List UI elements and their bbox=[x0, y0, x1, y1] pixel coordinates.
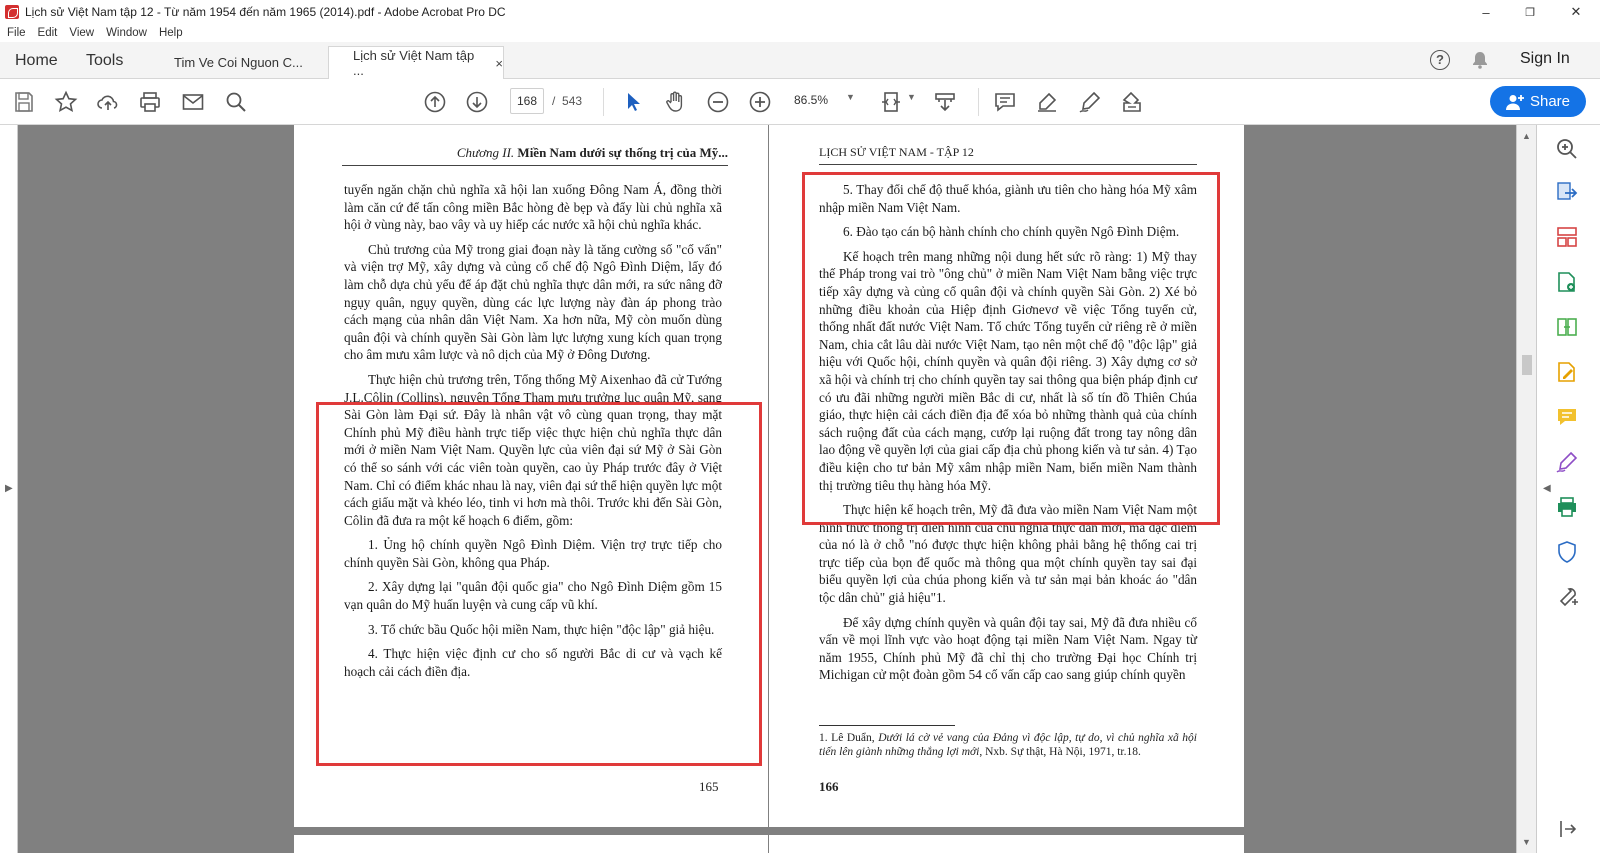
running-head: LỊCH SỬ VIỆT NAM - TẬP 12 bbox=[819, 145, 1197, 165]
close-tab-icon[interactable]: × bbox=[495, 55, 503, 71]
footnote-rule bbox=[819, 725, 955, 726]
organize-pages-icon[interactable] bbox=[1555, 225, 1579, 249]
select-cursor-icon[interactable] bbox=[620, 89, 646, 115]
current-page-input[interactable]: 168 bbox=[510, 88, 544, 114]
tab-document-1-label: Tim Ve Coi Nguon C... bbox=[174, 55, 303, 70]
combine-files-icon[interactable] bbox=[1555, 315, 1579, 339]
tab-home[interactable]: Home bbox=[15, 51, 58, 69]
help-icon[interactable]: ? bbox=[1430, 50, 1450, 70]
zoom-search-icon[interactable] bbox=[1555, 137, 1579, 161]
running-head-chapter: Chương II. bbox=[456, 145, 515, 160]
paragraph: Thực hiện chủ trương trên, Tổng thống Mỹ Aixenhao đã cử Tướng J.L.Côlin (Collins), nguyên Tổng Tham mưu trưởng lục quân Mỹ, sang Sài Gòn làm Đại sứ. Đây là nhân vật vô cùng quan trọng, thay mặt Chính phủ Mỹ điều hành trực tiếp việc thực hiện chủ nghĩa thực dân mới ở miền Nam Việt Nam. Quyền lực của viên đại sứ Mỹ ở Sài Gòn có thể so sánh với các viên toàn quyền, cao ủy Pháp trước đây ở Việt Nam. Chỉ có điểm khác nhau là nay, viên đại sứ thể hiện quyền lực một cách giấu mặt và khéo léo, tinh vi hơn mà thôi. Trước khi đến Sài Gòn, Côlin đã đưa ra một kế hoạch 6 điểm, gồm: bbox=[344, 371, 722, 528]
notification-bell-icon[interactable] bbox=[1472, 51, 1488, 69]
tab-document-1[interactable] bbox=[150, 46, 328, 79]
vertical-scrollbar[interactable] bbox=[1516, 125, 1536, 853]
paragraph: 3. Tổ chức bầu Quốc hội miền Nam, thực hiện "độc lập" giả hiệu. bbox=[368, 621, 715, 637]
sign-in-link[interactable]: Sign In bbox=[1520, 50, 1570, 67]
comment-icon[interactable] bbox=[992, 89, 1018, 115]
paragraph: Kế hoạch trên mang những nội dung hết sức rõ ràng: 1) Mỹ thay thế Pháp trong vai trò "ông chủ" ở miền Nam Việt Nam bằng việc trực tiếp xây dựng và củng cố quân đội và chính quyền Sài Gòn. 2) Xé bỏ những điều khoản của Hiệp định Giơnevơ về việc Tổng tuyển cử, thống nhất đất nước Việt Nam. Tổ chức Tổng tuyển cử riêng rẽ ở miền Nam, chia cắt lâu dài nước Việt Nam, tạo nên một chế độ "độc lập" giả hiệu với Quốc hội, chính quyền và quân đội riêng. 3) Xây dựng cơ sở xã hội và chính trị cho chính quyền tay sai thông qua biện pháp định cư có ưu đãi những người miền Bắc di cư, nhất là số tín đồ Thiên Chúa giáo, thực hiện cải cách điền địa để xóa bỏ những thành quả của chính sách ruộng đất của cách mạng, cướp lại ruộng đất trong tay nông dân lao động về quyền lợi của giai cấp địa chủ phong kiến và tư sản. 4) Tạo điều kiện cho tư bản Mỹ xâm nhập miền Nam, biến miền Nam thành thị trường tiêu thụ hàng hóa Mỹ. bbox=[819, 248, 1197, 493]
paragraph: 1. Ủng hộ chính quyền Ngô Đình Diệm. Viện trợ trực tiếp cho chính quyền Sài Gòn, không qua Pháp. bbox=[344, 537, 722, 570]
restore-button[interactable]: ❐ bbox=[1525, 6, 1535, 19]
menu-view[interactable]: View bbox=[69, 27, 95, 39]
expand-left-panel-icon[interactable]: ▶ bbox=[5, 483, 13, 494]
next-page-top bbox=[769, 835, 1244, 853]
tab-document-2[interactable] bbox=[328, 46, 504, 79]
print-icon[interactable] bbox=[137, 89, 163, 115]
highlight-pen-icon[interactable] bbox=[1034, 89, 1060, 115]
next-page-icon[interactable] bbox=[464, 89, 490, 115]
menu-window[interactable]: Window bbox=[106, 27, 147, 39]
window-title: Lịch sử Việt Nam tập 12 - Từ năm 1954 đến năm 1965 (2014).pdf - Adobe Acrobat Pro DC bbox=[25, 5, 506, 19]
save-icon[interactable] bbox=[11, 89, 37, 115]
sign-icon[interactable] bbox=[1077, 89, 1103, 115]
minimize-button[interactable]: – bbox=[1482, 4, 1490, 20]
scroll-up-icon[interactable]: ▲ bbox=[1522, 131, 1531, 141]
menu-edit[interactable]: Edit bbox=[37, 27, 58, 39]
fit-page-icon[interactable] bbox=[878, 89, 904, 115]
toolbar-divider bbox=[978, 88, 979, 116]
create-pdf-icon[interactable] bbox=[1555, 270, 1579, 294]
hand-tool-icon[interactable] bbox=[662, 89, 688, 115]
comment-tool-icon[interactable] bbox=[1555, 405, 1579, 429]
footnote bbox=[819, 731, 1197, 759]
fit-dropdown-icon[interactable]: ▼ bbox=[907, 92, 916, 102]
footnote-lead: 1. Lê Duẩn, bbox=[819, 732, 879, 744]
total-pages-value: 543 bbox=[562, 94, 583, 108]
zoom-out-icon[interactable] bbox=[705, 89, 731, 115]
search-zoom-icon[interactable] bbox=[223, 89, 249, 115]
zoom-dropdown-icon[interactable]: ▼ bbox=[846, 92, 855, 102]
zoom-level-select[interactable]: 86.5% bbox=[794, 93, 829, 107]
tab-document-2-label: Lịch sử Việt Nam tập ... bbox=[353, 48, 475, 78]
paragraph: Để xây dựng chính quyền và quân đội tay sai, Mỹ đã đưa nhiều cố vấn về mọi lĩnh vực vào hoạt động tại miền Nam Việt Nam. Ngay từ năm 1955, Chính phủ Mỹ đã chỉ thị cho trường Đại học Chính trị Michigan cử một đoàn gồm 54 cố vấn cấp cao sang giúp chính quyền bbox=[819, 614, 1197, 683]
paragraph: 5. Thay đổi chế độ thuế khóa, giành ưu tiên cho hàng hóa Mỹ xâm nhập miền Nam Việt Nam. bbox=[819, 182, 1197, 215]
page-number: 166 bbox=[819, 779, 839, 794]
share-button[interactable] bbox=[1490, 86, 1586, 117]
highlight-box bbox=[316, 402, 762, 766]
scroll-down-icon[interactable]: ▼ bbox=[1522, 837, 1531, 847]
paragraph: Thực hiện kế hoạch trên, Mỹ đã đưa vào miền Nam Việt Nam một hình thức thống trị điển hình của chủ nghĩa thực dân mới, mà đặc điểm của nó là ở chỗ "nó được thực hiện không phải bằng hệ thống cai trị trực tiếp của bọn đế quốc mà thông qua một chính quyền tay sai đại biểu quyền lợi của chúa phong kiến và tư sản mại bản khoác áo "dân tộc dân chủ" giả hiệu"1. bbox=[819, 502, 1197, 606]
scroll-thumb[interactable] bbox=[1522, 355, 1532, 375]
close-window-button[interactable]: ✕ bbox=[1570, 4, 1582, 19]
tab-tools[interactable]: Tools bbox=[86, 51, 124, 69]
hide-panel-icon[interactable] bbox=[1555, 817, 1579, 841]
next-page-top bbox=[294, 835, 768, 853]
upload-cloud-icon[interactable] bbox=[95, 89, 121, 115]
title-bar bbox=[0, 0, 1600, 24]
right-tools-panel bbox=[1536, 125, 1600, 853]
stamp-tools-icon[interactable] bbox=[1119, 89, 1145, 115]
toolbar-divider bbox=[603, 88, 604, 116]
menu-help[interactable]: Help bbox=[158, 27, 183, 39]
menu-bar bbox=[0, 24, 1600, 42]
print-production-icon[interactable] bbox=[1555, 495, 1579, 519]
email-icon[interactable] bbox=[180, 89, 206, 115]
highlight-box bbox=[802, 172, 1220, 525]
protect-shield-icon[interactable] bbox=[1555, 540, 1579, 564]
share-label: Share bbox=[1529, 93, 1571, 110]
paragraph: Chủ trương của Mỹ trong giai đoạn này là tăng cường số "cố vấn" và viện trợ Mỹ, xây dựng và củng cố chế độ Ngô Đình Diệm, lấy đó làm chỗ dựa chủ yếu để áp đặt chủ nghĩa thực dân mới, ra sức nâng đỡ ngụy quân, ngụy quyền, dùng các lực lượng này đàn áp phong trào cách mạng của nhân dân Việt Nam. Xa hơn nữa, Mỹ còn muốn dùng quân đội và chính quyền Sài Gòn làm lực lượng xung kích quan trọng cho âm mưu xâm lược và nô dịch của Mỹ ở Đông Dương. bbox=[344, 241, 722, 363]
zoom-in-icon[interactable] bbox=[747, 89, 773, 115]
export-pdf-icon[interactable] bbox=[1555, 180, 1579, 204]
previous-page-icon[interactable] bbox=[422, 89, 448, 115]
left-panel-toggle[interactable] bbox=[0, 125, 18, 853]
running-head-title: Miền Nam dưới sự thống trị của Mỹ... bbox=[514, 145, 728, 160]
menu-file[interactable]: File bbox=[7, 27, 26, 39]
bookmark-star-icon[interactable] bbox=[53, 89, 79, 115]
paragraph: 2. Xây dựng lại "quân đội quốc gia" cho Ngô Đình Diệm gồm 15 vạn quân do Mỹ huấn luyện và cung cấp vũ khí. bbox=[344, 579, 722, 613]
fill-sign-icon[interactable] bbox=[1555, 450, 1579, 474]
paragraph: 6. Đào tạo cán bộ hành chính cho chính quyền Ngô Đình Diệm. bbox=[843, 224, 1180, 240]
paragraph: tuyến ngăn chặn chủ nghĩa xã hội lan xuống Đông Nam Á, đồng thời làm căn cứ để tấn công miền Bắc hòng đè bẹp và đẩy lùi chủ nghĩa xã hội ở vùng này, bao vây và uy hiếp các nước xã hội chủ nghĩa khác. bbox=[344, 182, 722, 233]
edit-pdf-icon[interactable] bbox=[1555, 360, 1579, 384]
scroll-mode-icon[interactable] bbox=[932, 89, 958, 115]
total-pages bbox=[552, 94, 582, 108]
footnote-tail: , Nxb. Sự thật, Hà Nội, 1971, tr.18. bbox=[979, 746, 1141, 758]
footnote-title: Dưới lá cờ vẻ vang của Đảng vì độc lập, tự do, vì chủ nghĩa xã hội tiến lên giành những thắng lợi mới bbox=[819, 732, 1197, 758]
tab-bar bbox=[0, 42, 1600, 79]
page-separator: / bbox=[552, 94, 556, 108]
collapse-panel-icon[interactable]: ◀ bbox=[1543, 483, 1551, 494]
page-number: 165 bbox=[699, 779, 719, 794]
add-user-icon bbox=[1506, 94, 1524, 110]
more-tools-icon[interactable] bbox=[1555, 585, 1579, 609]
paragraph: 4. Thực hiện việc định cư cho số người Bắc di cư và vạch kế hoạch cải cách điền địa. bbox=[344, 646, 722, 679]
running-head bbox=[342, 145, 728, 166]
acrobat-app-icon bbox=[5, 5, 19, 19]
